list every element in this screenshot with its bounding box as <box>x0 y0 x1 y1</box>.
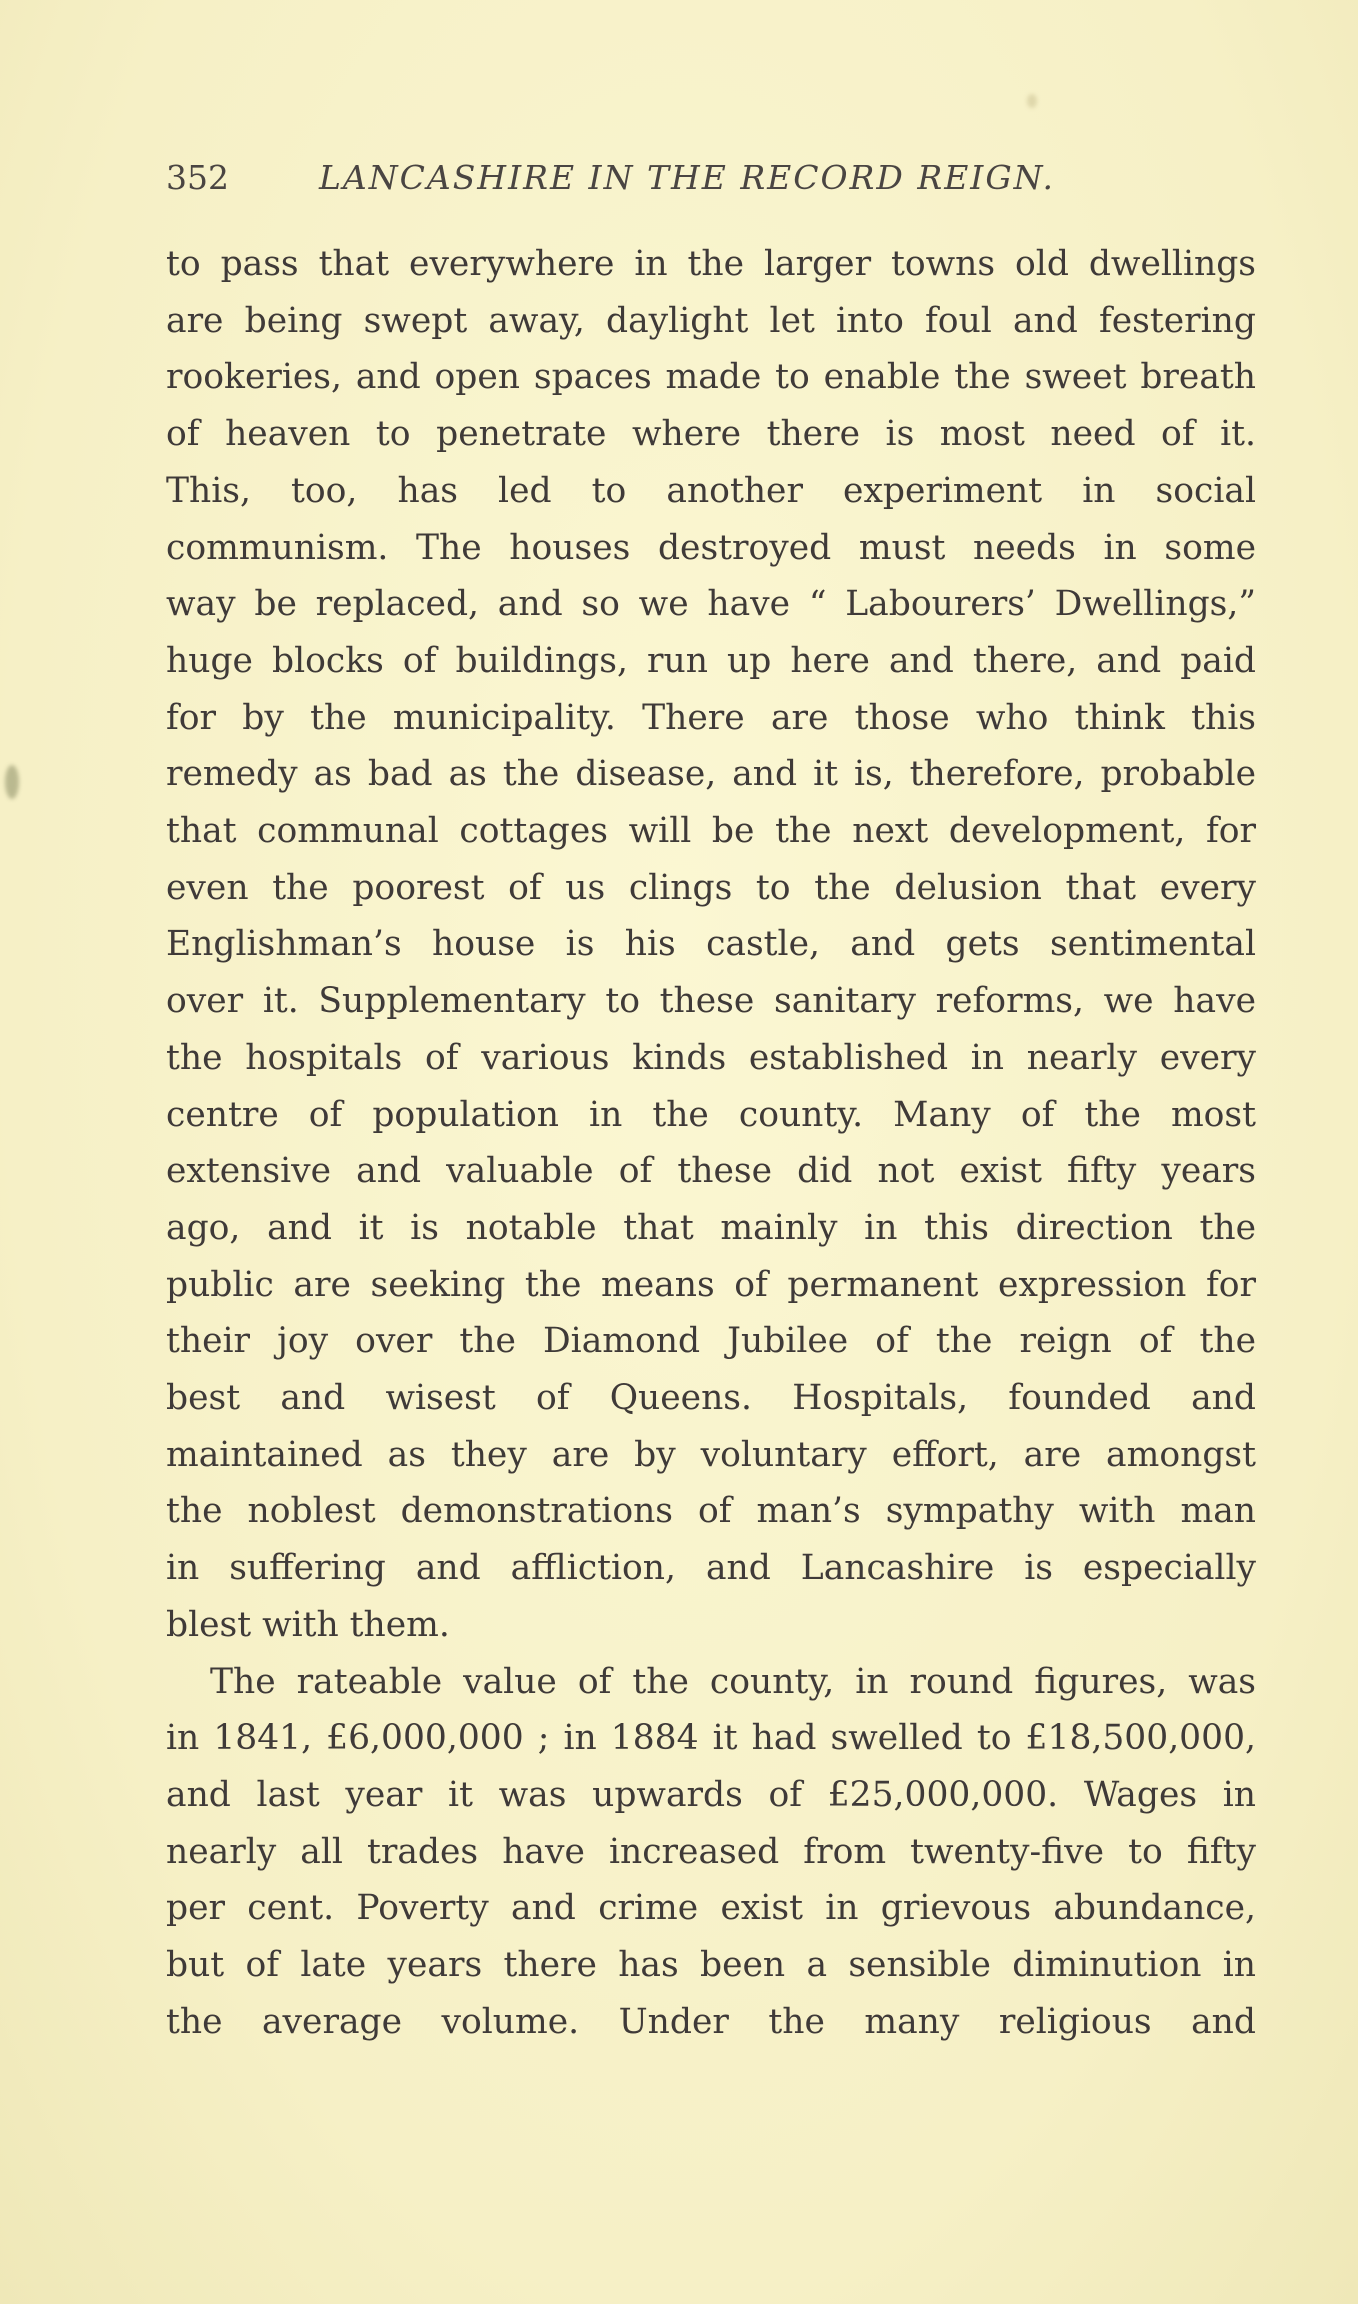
text-line: public are seeking the means of permanent expression for <box>166 1264 1256 1305</box>
body-text <box>166 236 1256 2051</box>
text-line: even the poorest of us clings to the delusion that every <box>166 867 1256 908</box>
text-line: This, too, has led to another experiment in social <box>166 470 1256 511</box>
text-line: remedy as bad as the disease, and it is, therefore, probable <box>166 754 1256 795</box>
text-line: in suffering and affliction, and Lancashire is especially <box>166 1548 1256 1589</box>
text-line: Englishman’s house is his castle, and gets sentimental <box>166 924 1256 965</box>
text-line: the average volume. Under the many religious and <box>166 2001 1256 2042</box>
text-line: and last year it was upwards of £25,000,000. Wages in <box>166 1774 1256 1815</box>
text-line: in 1841, £6,000,000 ; in 1884 it had swelled to £18,500,000, <box>166 1718 1256 1759</box>
margin-ink-mark <box>5 765 19 799</box>
text-line: the noblest demonstrations of man’s sympathy with man <box>166 1491 1256 1532</box>
text-line: rookeries, and open spaces made to enable the sweet breath <box>166 357 1256 398</box>
paper-blemish <box>1027 94 1037 108</box>
running-title: LANCASHIRE IN THE RECORD REIGN. <box>319 158 1055 197</box>
paragraph-2 <box>166 1654 1256 2051</box>
page-number: 352 <box>166 158 229 197</box>
text-line: to pass that everywhere in the larger towns old dwellings <box>166 244 1256 284</box>
text-line: best and wisest of Queens. Hospitals, founded and <box>166 1378 1256 1419</box>
text-line: per cent. Poverty and crime exist in grievous abundance, <box>166 1888 1256 1929</box>
text-line: the hospitals of various kinds established in nearly every <box>166 1037 1256 1078</box>
text-line: ago, and it is notable that mainly in this direction the <box>166 1207 1256 1248</box>
text-line: of heaven to penetrate where there is most need of it. <box>166 414 1256 455</box>
text-line: their joy over the Diamond Jubilee of the reign of the <box>166 1321 1256 1362</box>
paragraph-1 <box>166 236 1256 1654</box>
text-line: for by the municipality. There are those who think this <box>166 697 1256 738</box>
text-line: over it. Supplementary to these sanitary reforms, we have <box>166 981 1256 1022</box>
text-line: huge blocks of buildings, run up here and there, and paid <box>166 640 1256 681</box>
text-line: extensive and valuable of these did not exist fifty years <box>166 1151 1256 1192</box>
text-line: The rateable value of the county, in round figures, was <box>210 1661 1256 1702</box>
text-line: centre of population in the county. Many of the most <box>166 1094 1256 1135</box>
text-line: nearly all trades have increased from twenty-five to fifty <box>166 1831 1256 1872</box>
text-line: blest with them. <box>166 1604 450 1645</box>
page-header <box>166 158 1166 208</box>
text-line: but of late years there has been a sensible diminution in <box>166 1945 1256 1986</box>
text-line: maintained as they are by voluntary effort, are amongst <box>166 1434 1256 1475</box>
text-line: way be replaced, and so we have “ Labourers’ Dwellings,” <box>166 584 1256 625</box>
text-line: communism. The houses destroyed must needs in some <box>166 527 1256 568</box>
text-line: are being swept away, daylight let into foul and festering <box>166 300 1256 341</box>
text-line: that communal cottages will be the next development, for <box>166 811 1256 852</box>
